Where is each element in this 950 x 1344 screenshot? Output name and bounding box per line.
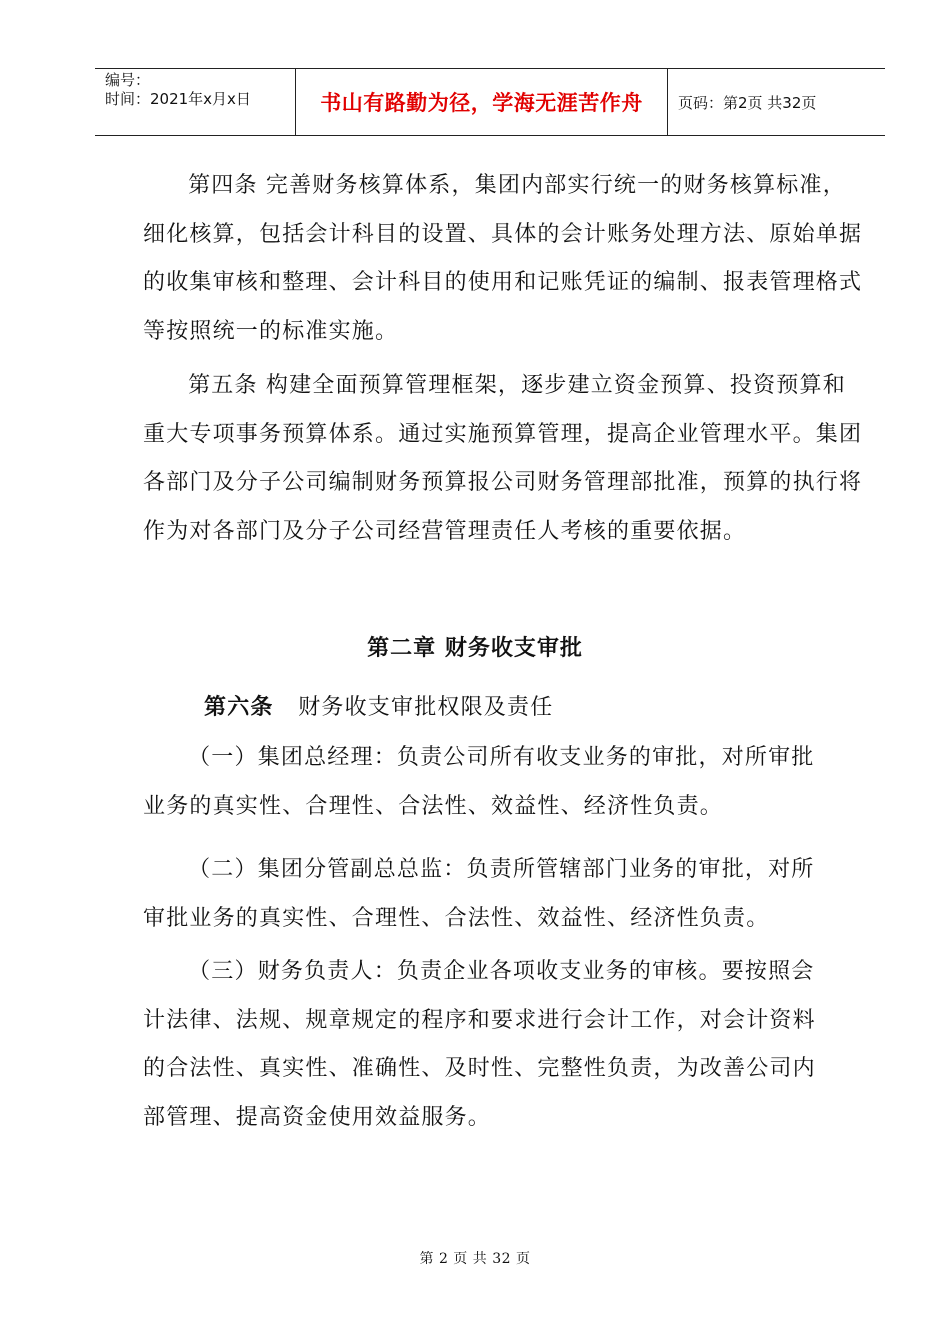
article-6-label: 第六条 bbox=[204, 695, 274, 720]
item-1: （一）集团总经理：负责公司所有收支业务的审批，对所审批业务的真实性、合理性、合法性、效益性、经济性负责。 bbox=[143, 745, 815, 819]
article-6-heading bbox=[204, 690, 553, 721]
page-footer: 第 2 页 共 32 页 bbox=[419, 1251, 531, 1267]
chapter-title: 第二章 财务收支审批 bbox=[367, 636, 583, 661]
item-2: （二）集团分管副总总监：负责所管辖部门业务的审批，对所审批业务的真实性、合理性、合法性、效益性、经济性负责。 bbox=[143, 857, 815, 931]
header-motto: 书山有路勤为径，学海无涯苦作舟 bbox=[296, 69, 668, 135]
header-page-info: 页码：第2页 共32页 bbox=[678, 93, 817, 112]
article-4: 第四条 完善财务核算体系，集团内部实行统一的财务核算标准，细化核算，包括会计科目的设置、具体的会计账务处理方法、原始单据的收集审核和整理、会计科目的使用和记账凭证的编制、报表管理格式等按照统一的标准实施。 bbox=[143, 173, 863, 344]
page-header bbox=[95, 68, 885, 136]
item-3: （三）财务负责人：负责企业各项收支业务的审核。要按照会计法律、法规、规章规定的程序和要求进行会计工作，对会计资料的合法性、真实性、准确性、及时性、完整性负责，为改善公司内部管理、提高资金使用效益服务。 bbox=[143, 959, 816, 1130]
article-6-title: 财务收支审批权限及责任 bbox=[298, 695, 554, 720]
document-code-label: 编号： bbox=[105, 71, 151, 89]
article-5: 第五条 构建全面预算管理框架，逐步建立资金预算、投资预算和重大专项事务预算体系。通过实施预算管理，提高企业管理水平。集团各部门及分子公司编制财务预算报公司财务管理部批准，预算的执行将作为对各部门及分子公司经营管理责任人考核的重要依据。 bbox=[143, 373, 863, 544]
header-left-cell bbox=[95, 69, 296, 135]
document-date-label: 时间：2021年x月x日 bbox=[105, 90, 251, 108]
